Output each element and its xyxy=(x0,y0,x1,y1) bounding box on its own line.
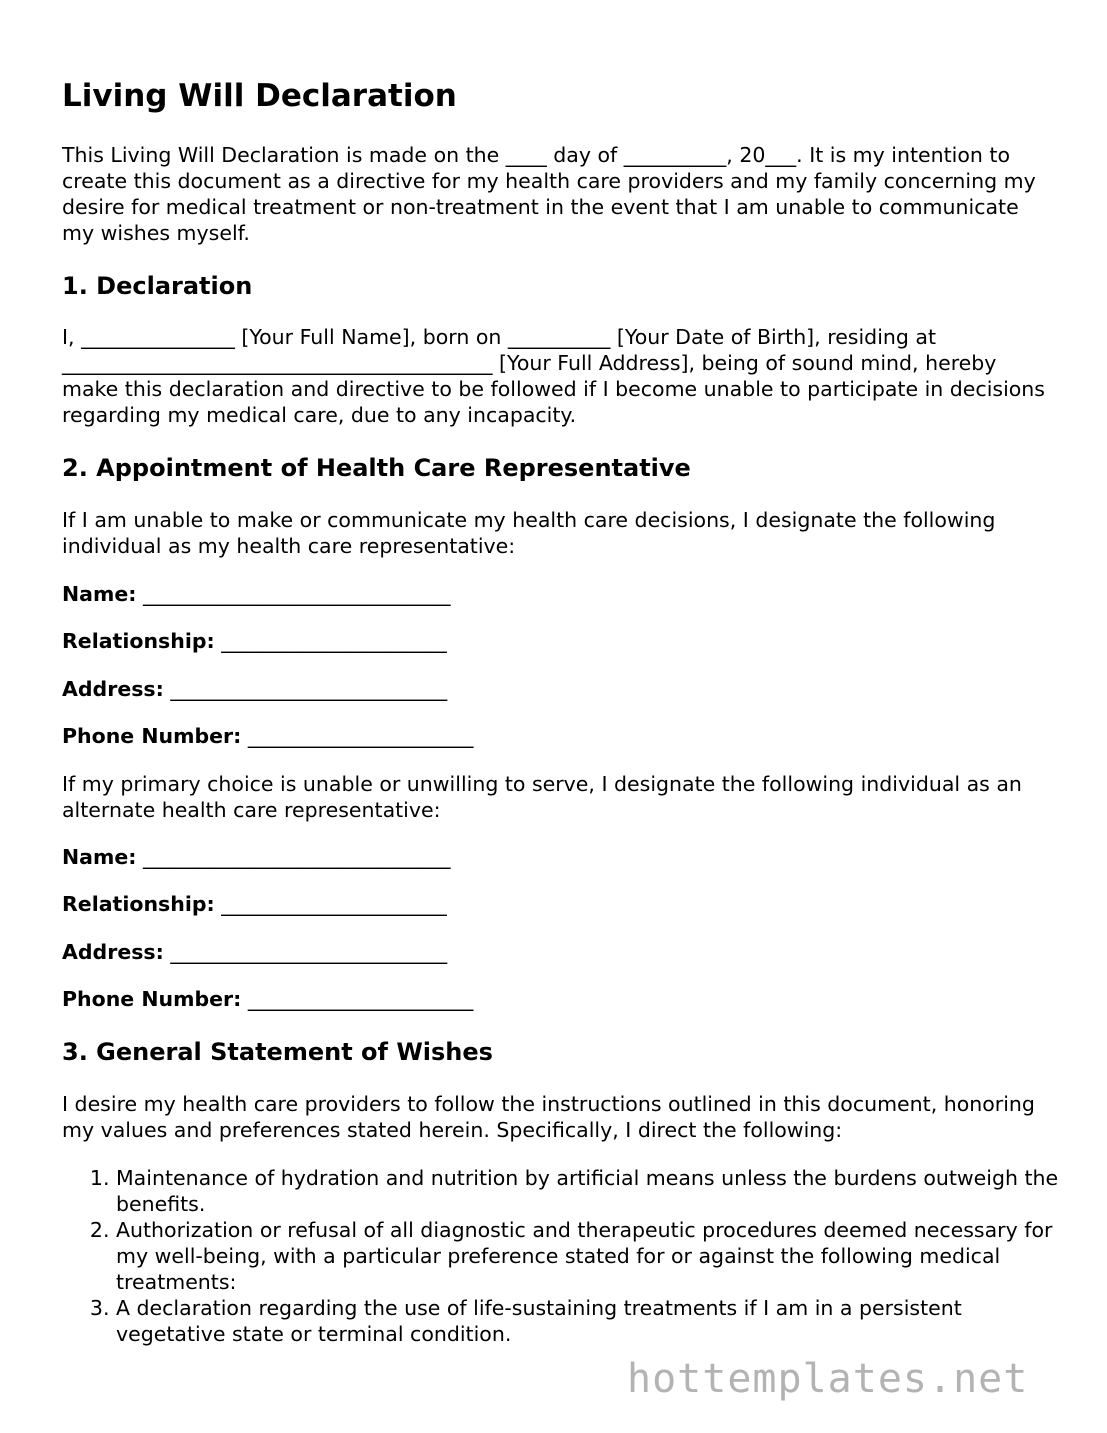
primary-phone-field[interactable] xyxy=(62,723,473,749)
field-label: Address: xyxy=(62,940,164,964)
section-1-heading: 1. Declaration xyxy=(62,272,253,300)
list-item: 2. Authorization or refusal of all diagnostic and therapeutic procedures deemed necessary for my well-being, with a particular preference stated for or against the following medical treatments: xyxy=(116,1217,1066,1295)
field-label: Phone Number: xyxy=(62,724,242,748)
primary-address-field[interactable] xyxy=(62,676,447,702)
declaration-paragraph: I, _______________ [Your Full Name], born on __________ [Your Date of Birth], residing at __________________________________________ [Your Full Address], being of sound mind, hereby make this declaration and directive to be followed if I become unable to participate in decisions regarding my medical care, due to any incapacity. xyxy=(62,325,1045,427)
field-blank[interactable]: ______________________ xyxy=(221,629,447,653)
alternate-paragraph: If my primary choice is unable or unwilling to serve, I designate the following individual as an alternate health care representative: xyxy=(62,772,1022,822)
field-blank[interactable]: ______________________ xyxy=(247,724,474,748)
field-label: Address: xyxy=(62,677,164,701)
field-label: Relationship: xyxy=(62,629,215,653)
field-blank[interactable]: ______________________ xyxy=(247,987,474,1011)
primary-name-field[interactable] xyxy=(62,581,450,607)
section-3-heading: 3. General Statement of Wishes xyxy=(62,1038,493,1066)
field-label: Phone Number: xyxy=(62,987,242,1011)
alternate-name-field[interactable] xyxy=(62,844,450,870)
alternate-relationship-field[interactable] xyxy=(62,891,447,917)
field-label: Name: xyxy=(62,845,137,869)
field-blank[interactable]: ___________________________ xyxy=(170,677,448,701)
alternate-phone-field[interactable] xyxy=(62,986,473,1012)
wishes-list xyxy=(62,1165,1066,1347)
list-item: 3. A declaration regarding the use of life-sustaining treatments if I am in a persistent vegetative state or terminal condition. xyxy=(116,1295,1066,1347)
list-item: 1. Maintenance of hydration and nutrition by artificial means unless the burdens outweigh the benefits. xyxy=(116,1165,1066,1217)
wishes-paragraph: I desire my health care providers to follow the instructions outlined in this document, honoring my values and preferences stated herein. Specifically, I direct the following: xyxy=(62,1092,1035,1142)
section-2-heading: 2. Appointment of Health Care Representative xyxy=(62,454,691,482)
watermark-logo: hottemplates.net xyxy=(627,1356,1029,1402)
field-blank[interactable]: ______________________________ xyxy=(142,845,451,869)
field-label: Name: xyxy=(62,582,137,606)
representative-paragraph: If I am unable to make or communicate my health care decisions, I designate the following individual as my health care representative: xyxy=(62,508,996,558)
field-blank[interactable]: ______________________________ xyxy=(142,582,451,606)
field-blank[interactable]: ___________________________ xyxy=(170,940,448,964)
alternate-address-field[interactable] xyxy=(62,939,447,965)
field-label: Relationship: xyxy=(62,892,215,916)
field-blank[interactable]: ______________________ xyxy=(221,892,447,916)
intro-paragraph: This Living Will Declaration is made on the ____ day of __________, 20___. It is my intention to create this document as a directive for my health care providers and my family concerning my desire for medical treatment or non-treatment in the event that I am unable to communicate my wishes myself. xyxy=(62,143,1036,245)
primary-relationship-field[interactable] xyxy=(62,628,447,654)
document-title: Living Will Declaration xyxy=(62,78,457,114)
